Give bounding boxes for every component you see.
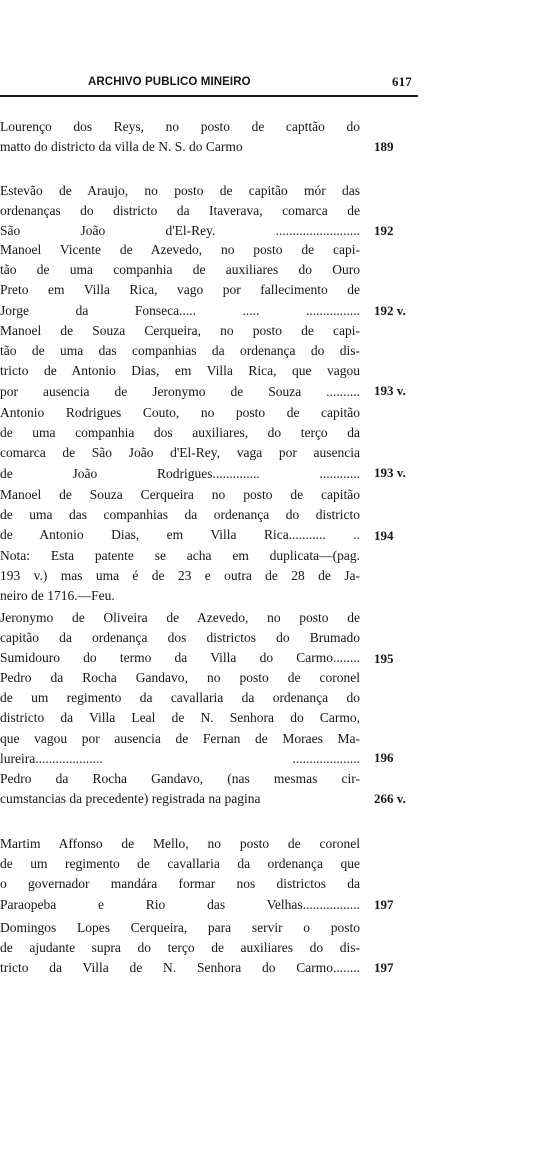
entry-line: tricto de Antonio Dias, em Villa Rica, que vagou [0, 363, 360, 379]
entry-line: capitão da ordenança dos districtos do Brumado [0, 630, 360, 646]
entry-line: Nota: Esta patente se acha em duplicata—(pag. [0, 547, 360, 563]
entry-line: de ajudante supra do terço de auxiliares do dis- [0, 940, 360, 956]
entry-line: Manoel de Souza Cerqueira, no posto de capi- [0, 323, 360, 338]
entry-line: Preto em Villa Rica, vago por fallecimento de [0, 282, 360, 298]
page-reference: 189 [374, 139, 394, 154]
entry-line: Domingos Lopes Cerqueira, para servir o posto [0, 920, 360, 935]
entry-line: 193 v.) mas uma é de 23 e outra de 28 de Ja- [0, 567, 360, 583]
index-entry [0, 769, 360, 809]
index-entry [0, 117, 360, 157]
page-reference: 196 [374, 750, 394, 765]
entry-line: Antonio Rodrigues Couto, no posto de capitão [0, 405, 360, 420]
index-entry [0, 240, 360, 321]
entry-line: Paraopeba e Rio das Velhas................. [0, 896, 360, 912]
entry-line: Pedro da Rocha Gandavo, no posto de coronel [0, 670, 360, 685]
entry-line: comarca de São João d'El-Rey, vaga por ausencia [0, 445, 360, 461]
entry-line: de um regimento de cavallaria da ordenança que [0, 856, 360, 872]
entry-line: o governador mandára formar nos districtos da [0, 876, 360, 892]
entry-line: Lourenço dos Reys, no posto de capttão do [0, 119, 360, 134]
index-entry [0, 668, 360, 769]
entry-line: lureira.................... .................... [0, 750, 360, 766]
entry-line: de um regimento da cavallaria da ordenança do [0, 690, 360, 706]
entry-line: districto da Villa Leal de N. Senhora do Carmo, [0, 710, 360, 726]
page-reference: 266 v. [374, 791, 406, 806]
entry-line: tão de uma das companhias da ordenança do dis- [0, 343, 360, 359]
page-reference: 194 [374, 528, 394, 543]
page-reference: 197 [374, 960, 394, 975]
entry-line: Manoel de Souza Cerqueira no posto de capitão [0, 487, 360, 502]
entry-line: de uma companhia dos auxiliares, do terço da [0, 425, 360, 441]
entry-line: tricto da Villa de N. Senhora do Carmo........ [0, 960, 360, 976]
entry-line: cumstancias da precedente) registrada na pagina [0, 791, 261, 807]
entry-line: Jorge da Fonseca..... ..... ................ [0, 302, 360, 318]
entry-line: Sumidouro do termo da Villa do Carmo........ [0, 650, 360, 666]
entry-line: de João Rodrigues.............. ............ [0, 465, 360, 481]
entry-line: Jeronymo de Oliveira de Azevedo, no posto de [0, 610, 360, 625]
entry-line: tão de uma companhia de auxiliares do Ouro [0, 262, 360, 278]
entry-line: neiro de 1716.—Feu. [0, 587, 115, 603]
entry-line: Pedro da Rocha Gandavo, (nas mesmas cir- [0, 771, 360, 786]
entry-line: por ausencia de Jeronymo de Souza .......... [0, 383, 360, 399]
entry-line: ordenanças do districto da Itaverava, comarca de [0, 203, 360, 219]
page-number: 617 [392, 74, 412, 89]
page-reference: 192 [374, 223, 394, 238]
header-rule [0, 95, 418, 97]
page-reference: 197 [374, 897, 394, 912]
entry-line: de uma das companhias da ordenança do districto [0, 507, 360, 523]
index-entry [0, 321, 360, 402]
page-reference: 193 v. [374, 383, 406, 398]
entry-line: de Antonio Dias, em Villa Rica........... .. [0, 527, 360, 543]
page-reference: 193 v. [374, 465, 406, 480]
index-entry [0, 834, 360, 915]
index-entry [0, 403, 360, 484]
entry-line: matto do districto da villa de N. S. do Carmo [0, 139, 243, 155]
index-entry [0, 485, 360, 606]
running-header [0, 74, 420, 92]
entry-line: Manoel Vicente de Azevedo, no posto de capi- [0, 242, 360, 257]
page-reference: 195 [374, 651, 394, 666]
entry-line: São João d'El-Rey. ......................... [0, 223, 360, 239]
entry-line: Martim Affonso de Mello, no posto de coronel [0, 836, 360, 851]
index-entry [0, 608, 360, 669]
index-entry [0, 181, 360, 242]
index-entry [0, 918, 360, 979]
page-reference: 192 v. [374, 303, 406, 318]
entry-line: que vagou por ausencia de Fernan de Moraes Ma- [0, 730, 360, 746]
journal-title: ARCHIVO PUBLICO MINEIRO [88, 76, 251, 88]
entry-line: Estevão de Araujo, no posto de capitão mór das [0, 183, 360, 198]
